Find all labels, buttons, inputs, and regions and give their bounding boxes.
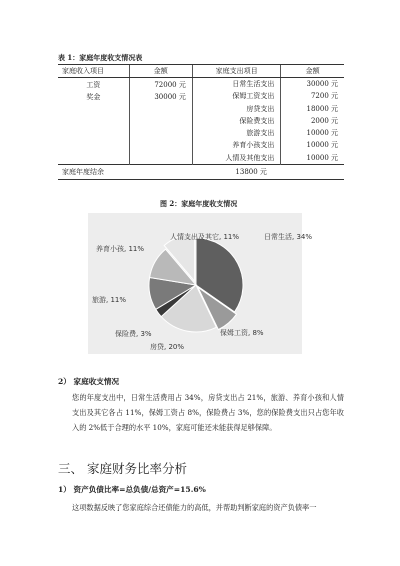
slice-label-insurance: 保险费, 3% [115,330,152,338]
expense-paragraph: 您的年度支出中，日常生活费用占 34%，房贷支出占 21%，旅游、养育小孩和人情支出及其它各占 11%，保姆工资占 8%，保险费占 3%，您的保险费支出只占您年收入的 2%低于合理的水平 10%，家庭可能还未能获得足够保障。 [72,393,344,432]
slice-label-mortgage: 房贷, 20% [150,343,185,351]
expense-item-daily: 日常生活支出 [192,78,281,91]
expense-item-childcare: 养育小孩支出 [192,139,281,151]
expense-amount-travel: 10000 元 [281,127,344,139]
expense-item-nanny: 保姆工资支出 [192,90,281,102]
expense-item-mortgage: 房贷支出 [192,103,281,115]
table-caption: 表 1：家庭年度收支情况表 [58,53,143,62]
figure-caption: 图 2：家庭年度收支情况 [160,199,238,208]
ratio-paragraph: 这项数据反映了您家庭综合还债能力的高低，并帮助判断家庭的资产负债率一 [72,503,317,512]
header-income-amount: 金额 [129,65,192,78]
slice-label-daily: 日常生活, 34% [264,233,313,241]
slice-label-nanny: 保姆工资, 8% [220,329,264,337]
income-amount-bonus: 30000 元 [154,93,186,102]
income-expense-table [58,64,344,180]
expense-item-travel: 旅游支出 [192,127,281,139]
summary-label: 家庭年度结余 [58,165,192,180]
expense-item-insurance: 保险费支出 [192,115,281,127]
header-expense-item: 家庭支出项目 [192,65,281,78]
header-expense-amount: 金额 [281,65,344,78]
expense-amount-mortgage: 18000 元 [281,103,344,115]
section-heading-ratio: 三、 家庭财务比率分析 [58,461,187,476]
income-item-bonus: 奖金 [86,93,101,102]
slice-label-travel: 旅游, 11% [92,296,127,304]
expense-amount-social: 10000 元 [281,152,344,165]
expense-amount-childcare: 10000 元 [281,139,344,151]
header-income-item: 家庭收入项目 [58,65,129,78]
expense-amount-nanny: 7200 元 [281,90,344,102]
summary-value: 13800 元 [192,165,344,180]
expense-item-social: 人情及其他支出 [192,152,281,165]
pie-chart [88,213,313,354]
slice-label-social: 人情支出及其它, 11% [170,233,240,241]
subheading-asset-liability: 1） 资产负债比率=总负债/总资产=15.6% [58,485,206,494]
income-item-salary: 工资 [86,81,101,89]
slice-label-childcare: 养育小孩, 11% [96,245,145,253]
expense-amount-insurance: 2000 元 [281,115,344,127]
section-heading-expense: 2） 家庭收支情况 [58,377,120,386]
expense-amount-daily: 30000 元 [281,78,344,91]
income-amount-salary: 72000 元 [154,81,186,89]
